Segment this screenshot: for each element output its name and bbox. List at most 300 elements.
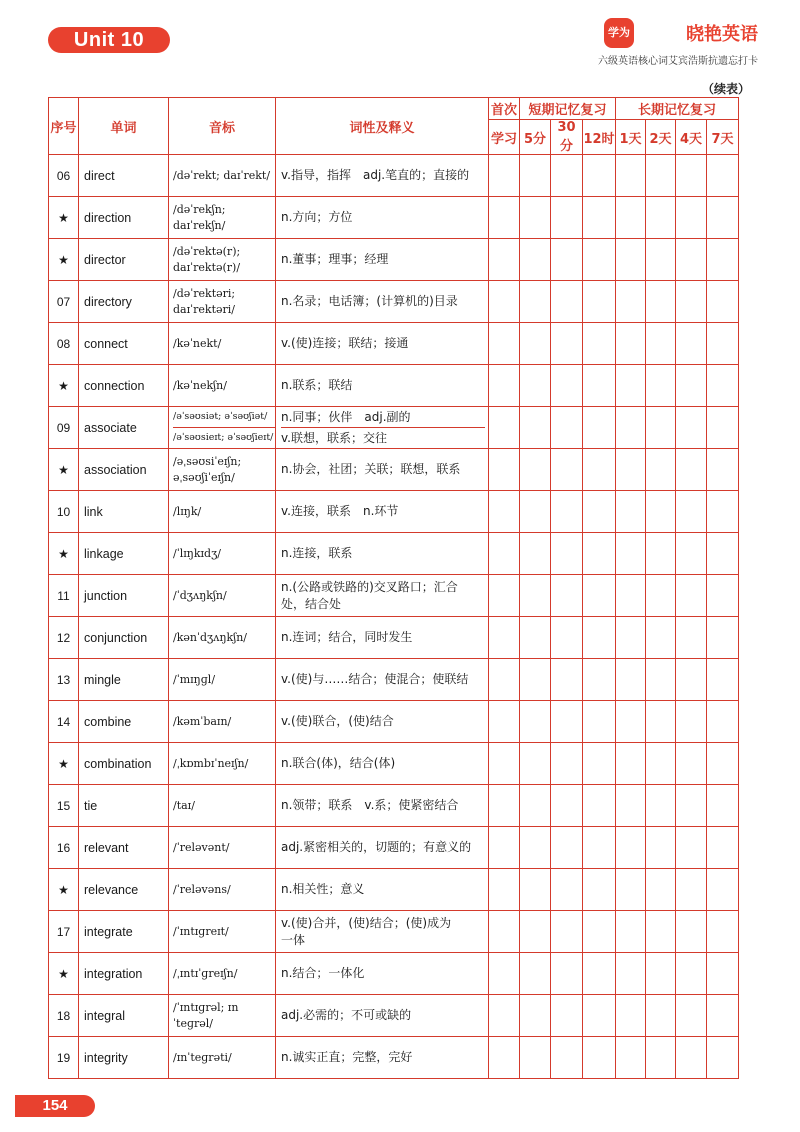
word: connect	[79, 323, 169, 365]
review-checkbox[interactable]	[520, 155, 551, 197]
review-checkbox[interactable]	[676, 155, 707, 197]
table-row	[49, 449, 739, 491]
row-number: 07	[49, 281, 79, 323]
definition-line: 一体	[281, 932, 306, 947]
review-checkbox[interactable]	[646, 911, 676, 953]
row-number: 12	[49, 617, 79, 659]
review-checkbox[interactable]	[520, 785, 551, 827]
review-checkbox[interactable]	[616, 575, 646, 617]
review-checkbox[interactable]	[616, 617, 646, 659]
review-checkbox[interactable]	[616, 365, 646, 407]
review-checkbox[interactable]	[676, 911, 707, 953]
review-checkbox[interactable]	[646, 575, 676, 617]
table-row	[49, 701, 739, 743]
table-row	[49, 323, 739, 365]
review-checkbox[interactable]	[520, 659, 551, 701]
review-checkbox[interactable]	[646, 785, 676, 827]
header-interval: 1天	[616, 120, 646, 155]
definition	[276, 407, 489, 449]
first-study-checkbox[interactable]	[489, 239, 520, 281]
word: link	[79, 491, 169, 533]
review-checkbox[interactable]	[646, 953, 676, 995]
review-checkbox[interactable]	[646, 197, 676, 239]
first-study-checkbox[interactable]	[489, 323, 520, 365]
review-checkbox[interactable]	[583, 533, 616, 575]
review-checkbox[interactable]	[583, 659, 616, 701]
review-checkbox[interactable]	[551, 533, 583, 575]
review-checkbox[interactable]	[551, 785, 583, 827]
review-checkbox[interactable]	[676, 323, 707, 365]
review-checkbox[interactable]	[676, 491, 707, 533]
definition	[276, 533, 489, 575]
review-checkbox[interactable]	[520, 239, 551, 281]
review-checkbox[interactable]	[707, 827, 739, 869]
row-number: ★	[49, 197, 79, 239]
review-checkbox[interactable]	[520, 407, 551, 449]
review-checkbox[interactable]	[616, 197, 646, 239]
review-checkbox[interactable]	[520, 617, 551, 659]
review-checkbox[interactable]	[707, 911, 739, 953]
header-interval: 12时	[583, 120, 616, 155]
review-checkbox[interactable]	[707, 239, 739, 281]
review-checkbox[interactable]	[676, 785, 707, 827]
phonetic-line: /ˈɪntɪɡrəl; ɪnˈteɡrəl/	[173, 1000, 239, 1030]
review-checkbox[interactable]	[676, 701, 707, 743]
review-checkbox[interactable]	[707, 995, 739, 1037]
review-checkbox[interactable]	[551, 449, 583, 491]
definition-line: 处，结合处	[281, 596, 342, 611]
phonetic	[169, 701, 276, 743]
review-checkbox[interactable]	[646, 323, 676, 365]
review-checkbox[interactable]	[616, 827, 646, 869]
review-checkbox[interactable]	[520, 827, 551, 869]
first-study-checkbox[interactable]	[489, 449, 520, 491]
review-checkbox[interactable]	[551, 659, 583, 701]
phonetic-line: /ˈreləvənt/	[173, 840, 230, 854]
review-checkbox[interactable]	[646, 869, 676, 911]
first-study-checkbox[interactable]	[489, 575, 520, 617]
review-checkbox[interactable]	[646, 659, 676, 701]
review-checkbox[interactable]	[646, 239, 676, 281]
review-checkbox[interactable]	[646, 827, 676, 869]
review-checkbox[interactable]	[520, 575, 551, 617]
definition	[276, 953, 489, 995]
review-checkbox[interactable]	[551, 239, 583, 281]
review-checkbox[interactable]	[707, 869, 739, 911]
header-phonetic: 音标	[169, 98, 276, 155]
review-checkbox[interactable]	[676, 659, 707, 701]
review-checkbox[interactable]	[551, 827, 583, 869]
definition	[276, 995, 489, 1037]
first-study-checkbox[interactable]	[489, 701, 520, 743]
row-number: 19	[49, 1037, 79, 1079]
review-checkbox[interactable]	[707, 407, 739, 449]
phonetic-line: daɪˈrekʃn/	[173, 218, 226, 232]
review-checkbox[interactable]	[583, 617, 616, 659]
review-checkbox[interactable]	[520, 911, 551, 953]
review-checkbox[interactable]	[583, 491, 616, 533]
word: integration	[79, 953, 169, 995]
review-checkbox[interactable]	[616, 239, 646, 281]
review-checkbox[interactable]	[583, 827, 616, 869]
review-checkbox[interactable]	[551, 911, 583, 953]
first-study-checkbox[interactable]	[489, 197, 520, 239]
definition-line: n.相关性；意义	[281, 882, 365, 896]
review-checkbox[interactable]	[616, 323, 646, 365]
phonetic-line: /dəˈrektəri;	[173, 286, 236, 300]
header-meaning: 词性及释义	[276, 98, 489, 155]
review-checkbox[interactable]	[676, 743, 707, 785]
review-checkbox[interactable]	[616, 953, 646, 995]
word: combine	[79, 701, 169, 743]
word: junction	[79, 575, 169, 617]
table-row	[49, 743, 739, 785]
phonetic	[169, 239, 276, 281]
review-checkbox[interactable]	[616, 869, 646, 911]
review-checkbox[interactable]	[551, 197, 583, 239]
phonetic-line: /lɪŋk/	[173, 504, 202, 518]
phonetic-line: /əˌsəʊsiˈeɪʃn;	[173, 454, 242, 468]
first-study-checkbox[interactable]	[489, 995, 520, 1037]
review-checkbox[interactable]	[583, 785, 616, 827]
word: integrity	[79, 1037, 169, 1079]
first-study-checkbox[interactable]	[489, 827, 520, 869]
definition-line: n.董事；理事；经理	[281, 252, 389, 266]
review-checkbox[interactable]	[616, 1037, 646, 1079]
phonetic	[169, 407, 276, 449]
table-row	[49, 155, 739, 197]
review-checkbox[interactable]	[676, 449, 707, 491]
review-checkbox[interactable]	[583, 449, 616, 491]
phonetic-line: /əˈsəʊsieɪt; əˈsəʊʃieɪt/	[173, 427, 275, 448]
definition	[276, 785, 489, 827]
phonetic-line: /taɪ/	[173, 798, 195, 812]
first-study-checkbox[interactable]	[489, 617, 520, 659]
definition-line: n.名录；电话簿；(计算机的)目录	[281, 294, 458, 308]
review-checkbox[interactable]	[646, 365, 676, 407]
row-number: ★	[49, 869, 79, 911]
definition	[276, 239, 489, 281]
table-row	[49, 365, 739, 407]
review-checkbox[interactable]	[583, 911, 616, 953]
review-checkbox[interactable]	[616, 785, 646, 827]
review-checkbox[interactable]	[646, 743, 676, 785]
first-study-checkbox[interactable]	[489, 407, 520, 449]
review-checkbox[interactable]	[520, 533, 551, 575]
review-checkbox[interactable]	[583, 323, 616, 365]
review-checkbox[interactable]	[676, 575, 707, 617]
phonetic	[169, 323, 276, 365]
review-checkbox[interactable]	[583, 701, 616, 743]
first-study-checkbox[interactable]	[489, 533, 520, 575]
phonetic-line: /ɪnˈteɡrəti/	[173, 1050, 232, 1064]
definition-line: n.同事；伙伴 adj.副的	[281, 410, 411, 424]
review-checkbox[interactable]	[646, 1037, 676, 1079]
review-checkbox[interactable]	[616, 407, 646, 449]
phonetic	[169, 281, 276, 323]
review-checkbox[interactable]	[583, 1037, 616, 1079]
phonetic	[169, 155, 276, 197]
review-checkbox[interactable]	[707, 197, 739, 239]
review-checkbox[interactable]	[520, 953, 551, 995]
review-checkbox[interactable]	[707, 449, 739, 491]
definition-line: adj.必需的；不可或缺的	[281, 1008, 412, 1022]
row-number: 14	[49, 701, 79, 743]
phonetic-line: əˌsəʊʃiˈeɪʃn/	[173, 470, 235, 484]
first-study-checkbox[interactable]	[489, 1037, 520, 1079]
review-checkbox[interactable]	[646, 617, 676, 659]
definition	[276, 197, 489, 239]
review-checkbox[interactable]	[707, 701, 739, 743]
phonetic-line: /dəˈrektə(r);	[173, 244, 241, 258]
review-checkbox[interactable]	[583, 407, 616, 449]
header-interval: 7天	[707, 120, 739, 155]
row-number: ★	[49, 743, 79, 785]
table-row	[49, 407, 739, 449]
phonetic-line: /kənˈdʒʌŋkʃn/	[173, 630, 247, 644]
review-checkbox[interactable]	[551, 155, 583, 197]
header-interval: 30分	[551, 120, 583, 155]
review-checkbox[interactable]	[616, 743, 646, 785]
phonetic	[169, 365, 276, 407]
review-checkbox[interactable]	[520, 491, 551, 533]
phonetic-line: /əˈsəʊsiət; əˈsəʊʃiət/	[173, 411, 268, 422]
review-checkbox[interactable]	[583, 869, 616, 911]
table-row	[49, 827, 739, 869]
review-checkbox[interactable]	[551, 575, 583, 617]
review-checkbox[interactable]	[676, 533, 707, 575]
review-checkbox[interactable]	[583, 953, 616, 995]
word: associate	[79, 407, 169, 449]
review-checkbox[interactable]	[616, 449, 646, 491]
review-checkbox[interactable]	[616, 491, 646, 533]
review-checkbox[interactable]	[646, 449, 676, 491]
phonetic-line: /ˈlɪŋkɪdʒ/	[173, 546, 221, 560]
row-number: ★	[49, 953, 79, 995]
phonetic	[169, 911, 276, 953]
review-checkbox[interactable]	[551, 365, 583, 407]
review-checkbox[interactable]	[520, 995, 551, 1037]
table-row	[49, 869, 739, 911]
review-checkbox[interactable]	[676, 953, 707, 995]
phonetic	[169, 617, 276, 659]
header-interval: 4天	[676, 120, 707, 155]
table-row	[49, 995, 739, 1037]
review-checkbox[interactable]	[646, 701, 676, 743]
review-checkbox[interactable]	[583, 281, 616, 323]
review-checkbox[interactable]	[583, 743, 616, 785]
first-study-checkbox[interactable]	[489, 911, 520, 953]
phonetic	[169, 449, 276, 491]
review-checkbox[interactable]	[676, 365, 707, 407]
review-checkbox[interactable]	[520, 281, 551, 323]
first-study-checkbox[interactable]	[489, 155, 520, 197]
review-checkbox[interactable]	[676, 1037, 707, 1079]
review-checkbox[interactable]	[583, 155, 616, 197]
review-checkbox[interactable]	[676, 281, 707, 323]
definition-line: n.方向；方位	[281, 210, 353, 224]
row-number: 11	[49, 575, 79, 617]
definition-line: v.(使)连接；联结；接通	[281, 336, 409, 350]
review-checkbox[interactable]	[707, 575, 739, 617]
review-checkbox[interactable]	[520, 743, 551, 785]
review-checkbox[interactable]	[616, 533, 646, 575]
definition-line: v.连接，联系 n.环节	[281, 504, 399, 518]
review-checkbox[interactable]	[551, 491, 583, 533]
phonetic-line: /kəˈnekʃn/	[173, 378, 227, 392]
review-checkbox[interactable]	[646, 491, 676, 533]
review-checkbox[interactable]	[676, 995, 707, 1037]
table-row	[49, 617, 739, 659]
phonetic-line: /ˌkɒmbɪˈneɪʃn/	[173, 756, 249, 770]
review-checkbox[interactable]	[646, 407, 676, 449]
first-study-checkbox[interactable]	[489, 953, 520, 995]
word: relevant	[79, 827, 169, 869]
review-checkbox[interactable]	[676, 407, 707, 449]
header-first: 首次	[489, 98, 520, 120]
word: direction	[79, 197, 169, 239]
phonetic	[169, 995, 276, 1037]
row-number: 18	[49, 995, 79, 1037]
phonetic-line: /dəˈrekʃn;	[173, 202, 226, 216]
review-checkbox[interactable]	[646, 995, 676, 1037]
table-row	[49, 491, 739, 533]
review-checkbox[interactable]	[520, 449, 551, 491]
review-checkbox[interactable]	[707, 323, 739, 365]
review-checkbox[interactable]	[520, 1037, 551, 1079]
word: linkage	[79, 533, 169, 575]
review-checkbox[interactable]	[520, 701, 551, 743]
phonetic-line: daɪˈrektəri/	[173, 302, 235, 316]
definition-line: n.联合(体)，结合(体)	[281, 756, 396, 770]
definition-line: v.(使)与……结合；使混合；使联结	[281, 672, 469, 686]
review-checkbox[interactable]	[520, 323, 551, 365]
phonetic	[169, 491, 276, 533]
definition	[276, 575, 489, 617]
first-study-checkbox[interactable]	[489, 491, 520, 533]
word: association	[79, 449, 169, 491]
review-checkbox[interactable]	[676, 827, 707, 869]
review-checkbox[interactable]	[551, 953, 583, 995]
review-checkbox[interactable]	[551, 617, 583, 659]
definition-line: v.联想，联系；交往	[281, 427, 485, 448]
review-checkbox[interactable]	[707, 953, 739, 995]
row-number: ★	[49, 533, 79, 575]
phonetic-line: /ˈmɪŋɡl/	[173, 672, 216, 686]
review-checkbox[interactable]	[551, 869, 583, 911]
review-checkbox[interactable]	[551, 1037, 583, 1079]
review-checkbox[interactable]	[551, 995, 583, 1037]
review-checkbox[interactable]	[520, 197, 551, 239]
review-checkbox[interactable]	[520, 869, 551, 911]
definition	[276, 491, 489, 533]
phonetic	[169, 197, 276, 239]
word: integral	[79, 995, 169, 1037]
table-row	[49, 911, 739, 953]
review-checkbox[interactable]	[646, 533, 676, 575]
header-seq: 序号	[49, 98, 79, 155]
review-checkbox[interactable]	[583, 239, 616, 281]
review-checkbox[interactable]	[676, 197, 707, 239]
review-checkbox[interactable]	[707, 365, 739, 407]
review-checkbox[interactable]	[520, 365, 551, 407]
first-study-checkbox[interactable]	[489, 869, 520, 911]
review-checkbox[interactable]	[551, 407, 583, 449]
review-checkbox[interactable]	[616, 995, 646, 1037]
definition-line: n.连词；结合，同时发生	[281, 630, 413, 644]
phonetic-line: /ˈreləvəns/	[173, 882, 231, 896]
phonetic	[169, 1037, 276, 1079]
review-checkbox[interactable]	[616, 701, 646, 743]
definition	[276, 869, 489, 911]
definition-line: n.领带；联系 v.系；使紧密结合	[281, 798, 459, 812]
review-checkbox[interactable]	[707, 533, 739, 575]
review-checkbox[interactable]	[646, 155, 676, 197]
phonetic	[169, 659, 276, 701]
first-study-checkbox[interactable]	[489, 785, 520, 827]
review-checkbox[interactable]	[551, 281, 583, 323]
review-checkbox[interactable]	[707, 1037, 739, 1079]
review-checkbox[interactable]	[707, 659, 739, 701]
review-checkbox[interactable]	[707, 617, 739, 659]
definition-line: n.诚实正直；完整，完好	[281, 1050, 413, 1064]
phonetic-line: /ˌɪntɪˈɡreɪʃn/	[173, 966, 238, 980]
review-checkbox[interactable]	[616, 281, 646, 323]
phonetic	[169, 869, 276, 911]
first-study-checkbox[interactable]	[489, 659, 520, 701]
review-checkbox[interactable]	[616, 911, 646, 953]
review-checkbox[interactable]	[707, 491, 739, 533]
definition	[276, 323, 489, 365]
review-checkbox[interactable]	[583, 575, 616, 617]
definition	[276, 827, 489, 869]
table-row	[49, 239, 739, 281]
review-checkbox[interactable]	[616, 155, 646, 197]
phonetic-line: daɪˈrektə(r)/	[173, 260, 241, 274]
definition	[276, 155, 489, 197]
definition	[276, 743, 489, 785]
word: directory	[79, 281, 169, 323]
review-checkbox[interactable]	[707, 281, 739, 323]
review-checkbox[interactable]	[583, 197, 616, 239]
word: direct	[79, 155, 169, 197]
first-study-checkbox[interactable]	[489, 281, 520, 323]
review-checkbox[interactable]	[551, 323, 583, 365]
review-checkbox[interactable]	[583, 365, 616, 407]
definition	[276, 365, 489, 407]
header-short-review: 短期记忆复习	[520, 98, 616, 120]
first-study-checkbox[interactable]	[489, 743, 520, 785]
review-checkbox[interactable]	[583, 995, 616, 1037]
review-checkbox[interactable]	[551, 743, 583, 785]
review-checkbox[interactable]	[646, 281, 676, 323]
review-checkbox[interactable]	[551, 701, 583, 743]
row-number: 13	[49, 659, 79, 701]
review-checkbox[interactable]	[676, 869, 707, 911]
review-checkbox[interactable]	[676, 617, 707, 659]
row-number: 16	[49, 827, 79, 869]
review-checkbox[interactable]	[707, 785, 739, 827]
first-study-checkbox[interactable]	[489, 365, 520, 407]
word: mingle	[79, 659, 169, 701]
review-checkbox[interactable]	[707, 743, 739, 785]
review-checkbox[interactable]	[676, 239, 707, 281]
table-row	[49, 953, 739, 995]
definition	[276, 659, 489, 701]
review-checkbox[interactable]	[707, 155, 739, 197]
review-checkbox[interactable]	[616, 659, 646, 701]
brand-logo-icon: 学为	[604, 18, 634, 48]
